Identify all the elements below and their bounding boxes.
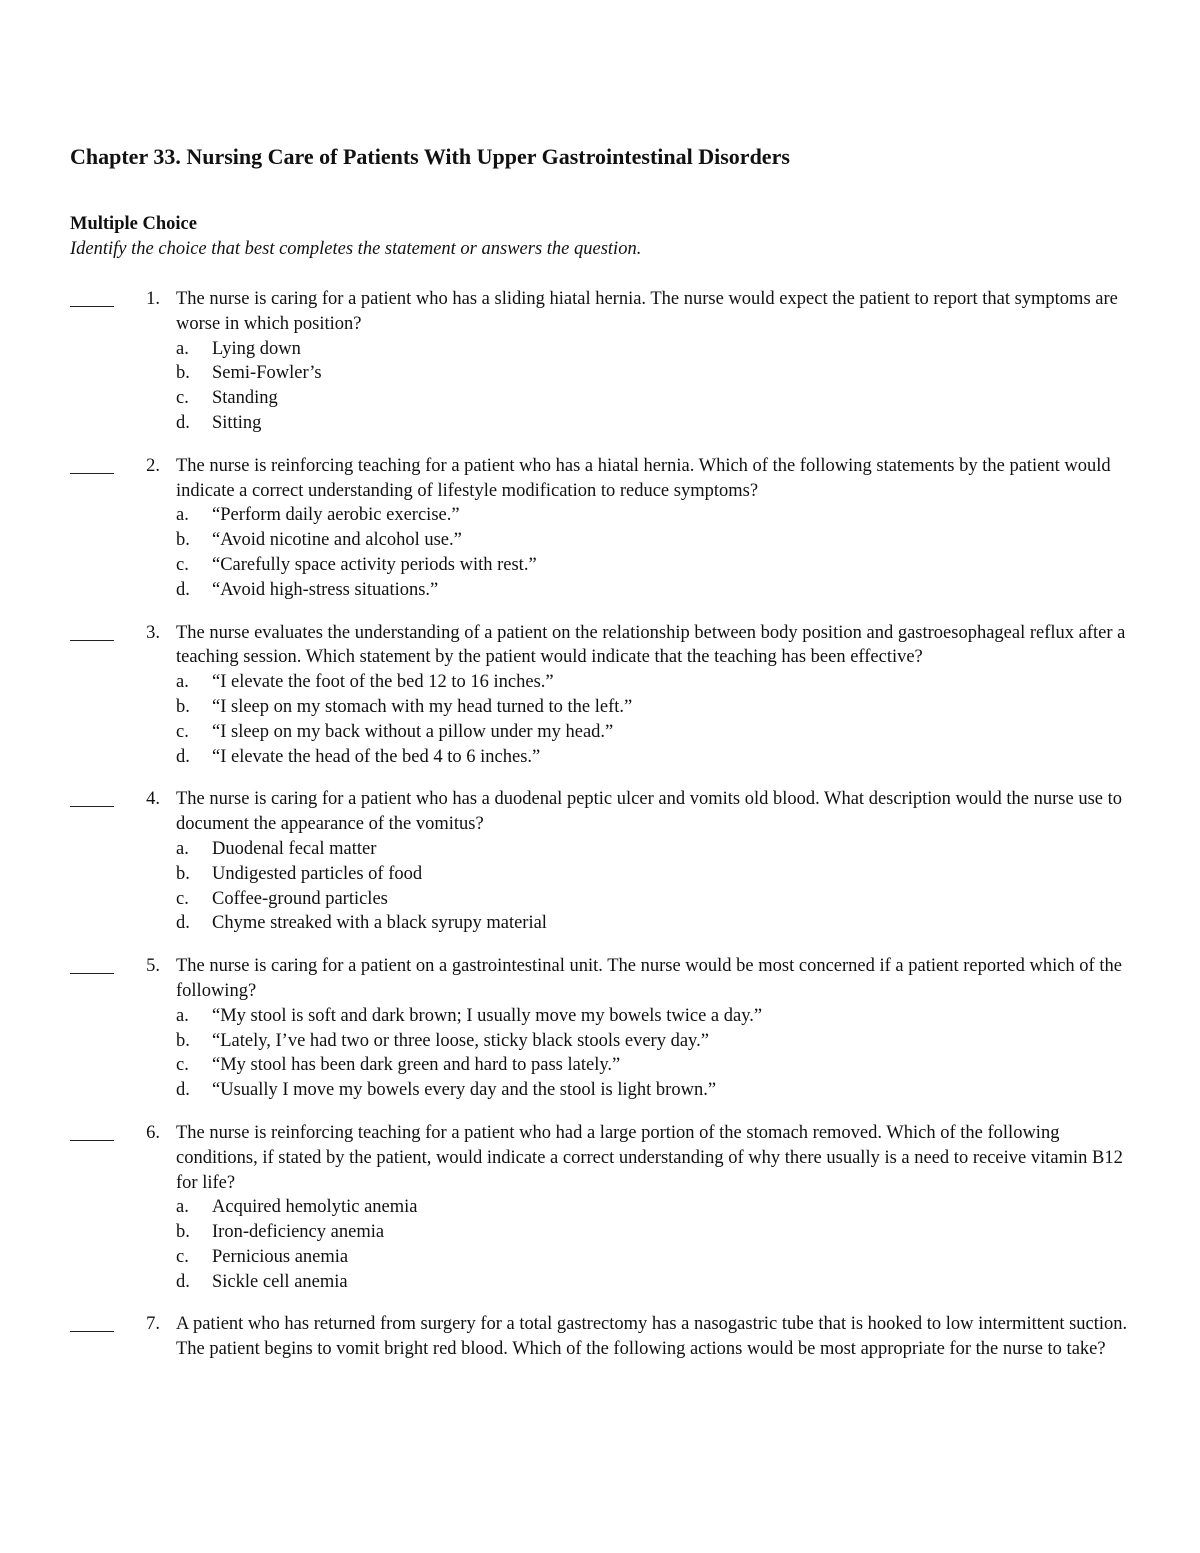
option-text: “Usually I move my bowels every day and the stool is light brown.”	[212, 1080, 717, 1101]
question-text: The nurse is caring for a patient who has a sliding hiatal hernia. The nurse would expect the patient to report that symptoms are worse in which position?	[176, 289, 1118, 334]
option-letter: b.	[176, 1222, 190, 1243]
question-number: 5.	[146, 956, 160, 977]
option-text: Standing	[212, 388, 278, 409]
section-heading: Multiple Choice	[70, 214, 197, 234]
option-letter: b.	[176, 696, 190, 717]
answer-option	[176, 361, 1200, 386]
answer-option	[176, 1053, 1200, 1078]
answer-option	[176, 745, 1200, 770]
option-text: Iron-deficiency anemia	[212, 1222, 385, 1243]
question-item	[0, 454, 1200, 603]
answer-option	[176, 578, 1200, 603]
option-letter: b.	[176, 863, 190, 884]
answer-options	[176, 1004, 1200, 1103]
option-text: Pernicious anemia	[212, 1246, 349, 1267]
option-letter: c.	[176, 721, 189, 742]
answer-blank	[70, 1331, 114, 1332]
option-text: Acquired hemolytic anemia	[212, 1197, 418, 1218]
question-item	[0, 287, 1200, 436]
option-letter: b.	[176, 1030, 190, 1051]
answer-option	[176, 528, 1200, 553]
answer-blank	[70, 973, 114, 974]
answer-blank	[70, 806, 114, 807]
question-text: The nurse is reinforcing teaching for a patient who had a large portion of the stomach removed. Which of the following conditions, if stated by the patient, would indicate a correct understanding of why there usually is a need to receive vitamin B12 for life?	[176, 1122, 1123, 1193]
option-letter: b.	[176, 530, 190, 551]
answer-option	[176, 1270, 1200, 1295]
option-text: “Lately, I’ve had two or three loose, sticky black stools every day.”	[212, 1030, 709, 1051]
option-letter: d.	[176, 746, 190, 767]
question-item	[0, 1312, 1200, 1362]
question-number: 7.	[146, 1314, 160, 1335]
question-text: The nurse is reinforcing teaching for a patient who has a hiatal hernia. Which of the following statements by the patient would indicate a correct understanding of lifestyle modification to reduce symptoms?	[176, 455, 1111, 501]
answer-option	[176, 695, 1200, 720]
option-letter: d.	[176, 579, 190, 600]
answer-option	[176, 837, 1200, 862]
option-text: “I elevate the head of the bed 4 to 6 inches.”	[212, 746, 541, 767]
answer-option	[176, 1245, 1200, 1270]
question-number: 2.	[146, 455, 160, 476]
option-letter: c.	[176, 1246, 189, 1267]
option-letter: d.	[176, 1080, 190, 1101]
answer-blank	[70, 473, 114, 474]
answer-options	[176, 503, 1200, 602]
answer-options	[176, 837, 1200, 936]
answer-option	[176, 1029, 1200, 1054]
instructions-text: Identify the choice that best completes the statement or answers the question.	[70, 239, 642, 259]
answer-option	[176, 503, 1200, 528]
option-letter: d.	[176, 412, 190, 433]
option-text: “My stool is soft and dark brown; I usually move my bowels twice a day.”	[212, 1005, 763, 1026]
answer-option	[176, 720, 1200, 745]
option-text: “I sleep on my back without a pillow under my head.”	[212, 721, 614, 742]
question-number: 3.	[146, 622, 160, 643]
question-list	[0, 287, 1200, 1380]
answer-blank	[70, 1140, 114, 1141]
option-letter: d.	[176, 1271, 190, 1292]
answer-option	[176, 1220, 1200, 1245]
answer-option	[176, 553, 1200, 578]
option-letter: d.	[176, 913, 190, 934]
option-text: Semi-Fowler’s	[212, 363, 322, 384]
question-text: A patient who has returned from surgery for a total gastrectomy has a nasogastric tube that is hooked to low intermittent suction. The patient begins to vomit bright red blood. Which of the following actions would be most appropriate for the nurse to take?	[176, 1314, 1128, 1360]
question-number: 1.	[146, 289, 160, 309]
answer-option	[176, 411, 1200, 436]
answer-option	[176, 1078, 1200, 1103]
question-item	[0, 621, 1200, 770]
question-text: The nurse is caring for a patient on a gastrointestinal unit. The nurse would be most concerned if a patient reported which of the following?	[176, 956, 1122, 1001]
option-text: Duodenal fecal matter	[212, 838, 377, 859]
question-item	[0, 787, 1200, 936]
question-item	[0, 954, 1200, 1103]
option-letter: a.	[176, 1005, 189, 1026]
answer-option	[176, 1004, 1200, 1029]
option-text: “Avoid nicotine and alcohol use.”	[212, 530, 462, 551]
option-letter: a.	[176, 1197, 189, 1218]
option-text: “I elevate the foot of the bed 12 to 16 inches.”	[212, 672, 554, 693]
option-text: “I sleep on my stomach with my head turned to the left.”	[212, 696, 633, 717]
option-letter: c.	[176, 1055, 189, 1076]
option-text: Lying down	[212, 338, 301, 359]
option-text: Undigested particles of food	[212, 863, 423, 884]
option-text: Sitting	[212, 412, 262, 433]
option-letter: a.	[176, 338, 189, 359]
option-text: Chyme streaked with a black syrupy material	[212, 913, 547, 934]
question-number: 6.	[146, 1122, 160, 1143]
option-text: “Carefully space activity periods with rest.”	[212, 554, 537, 575]
answer-option	[176, 862, 1200, 887]
option-text: “Avoid high-stress situations.”	[212, 579, 439, 600]
answer-options	[176, 1195, 1200, 1294]
answer-blank	[70, 640, 114, 641]
question-number: 4.	[146, 789, 160, 810]
answer-option	[176, 887, 1200, 912]
option-text: “My stool has been dark green and hard to pass lately.”	[212, 1055, 621, 1076]
answer-option	[176, 386, 1200, 411]
answer-blank	[70, 306, 114, 307]
question-text: The nurse is caring for a patient who has a duodenal peptic ulcer and vomits old blood. What description would the nurse use to document the appearance of the vomitus?	[176, 789, 1123, 835]
option-letter: a.	[176, 672, 189, 693]
answer-option	[176, 911, 1200, 936]
answer-options	[176, 337, 1200, 436]
option-letter: c.	[176, 554, 189, 575]
page-title: Chapter 33. Nursing Care of Patients With Upper Gastrointestinal Disorders	[70, 144, 790, 169]
option-letter: b.	[176, 363, 190, 384]
option-text: “Perform daily aerobic exercise.”	[212, 505, 460, 526]
answer-option	[176, 337, 1200, 362]
answer-options	[176, 670, 1200, 769]
option-letter: a.	[176, 505, 189, 526]
option-letter: a.	[176, 838, 189, 859]
option-text: Sickle cell anemia	[212, 1271, 348, 1292]
question-item	[0, 1121, 1200, 1295]
question-text: The nurse evaluates the understanding of a patient on the relationship between body position and gastroesophageal reflux after a teaching session. Which statement by the patient would indicate that the teaching has been effective?	[176, 622, 1126, 668]
option-letter: c.	[176, 888, 189, 909]
option-letter: c.	[176, 388, 189, 409]
option-text: Coffee-ground particles	[212, 888, 388, 909]
answer-option	[176, 670, 1200, 695]
answer-option	[176, 1195, 1200, 1220]
